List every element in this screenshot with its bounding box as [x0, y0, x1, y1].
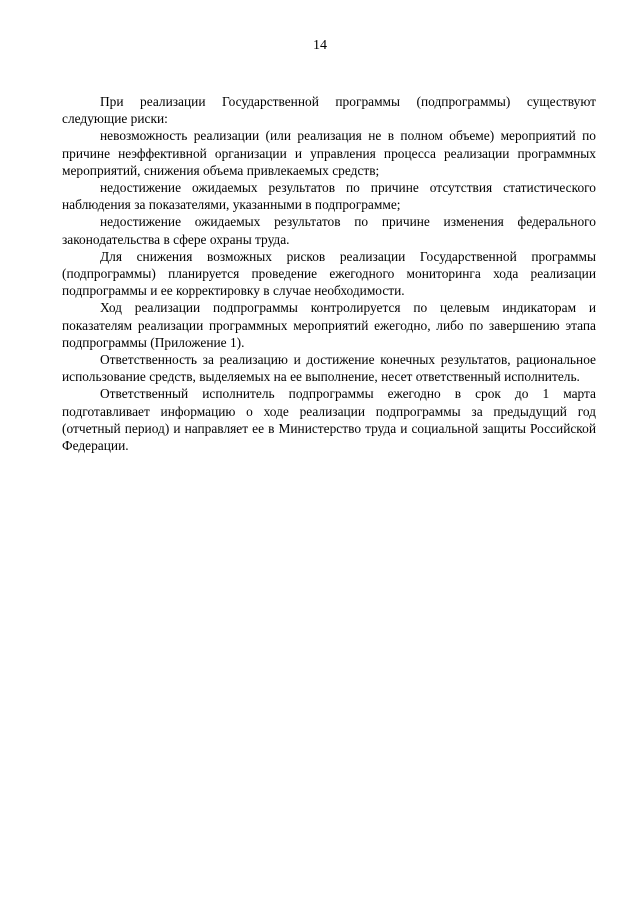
paragraph-risk-3: недостижение ожидаемых результатов по причине изменения федерального законодательства в сфере охраны труда. [62, 214, 596, 247]
document-body [62, 93, 596, 454]
page-number: 14 [313, 38, 327, 53]
paragraph-risk-2: недостижение ожидаемых результатов по причине отсутствия статистического наблюдения за показателями, указанными в подпрограмме; [62, 180, 596, 213]
paragraph-risk-1: невозможность реализации (или реализация не в полном объеме) мероприятий по причине неэффективной организации и управления процесса реализации программных мероприятий, снижения объема привлекаемых средств; [62, 128, 596, 178]
paragraph-reporting: Ответственный исполнитель подпрограммы ежегодно в срок до 1 марта подготавливает информацию о ходе реализации подпрограммы за предыдущий год (отчетный период) и направляет ее в Министерство труда и социальной защиты Российской Федерации. [62, 386, 596, 454]
paragraph-risk-mitigation: Для снижения возможных рисков реализации Государственной программы (подпрограммы) планируется проведение ежегодного мониторинга хода реализации подпрограммы и ее корректировку в случае необходимости. [62, 248, 596, 299]
paragraph-risks-intro: При реализации Государственной программы (подпрограммы) существуют следующие риски: [62, 94, 596, 127]
paragraph-responsibility: Ответственность за реализацию и достижение конечных результатов, рациональное использование средств, выделяемых на ее выполнение, несет ответственный исполнитель. [62, 352, 596, 385]
paragraph-monitoring: Ход реализации подпрограммы контролируется по целевым индикаторам и показателям реализации программных мероприятий ежегодно, либо по завершению этапа подпрограммы (Приложение 1). [62, 300, 596, 350]
